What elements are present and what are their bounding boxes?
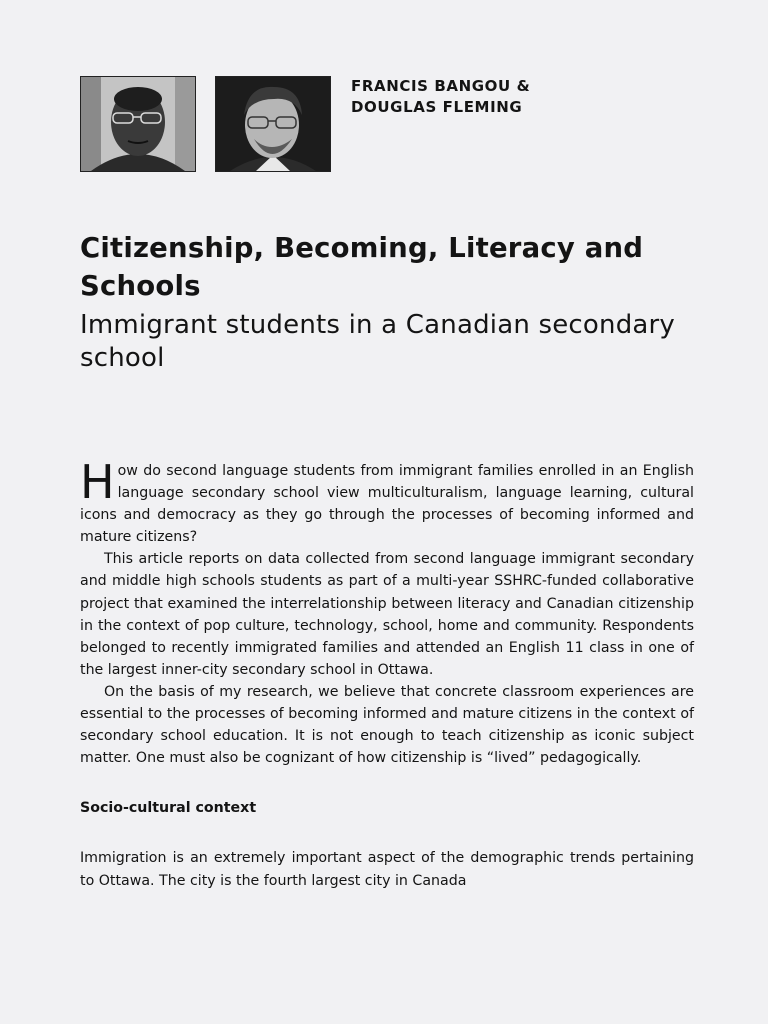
portrait-image <box>81 77 195 171</box>
article-title: Citizenship, Becoming, Literacy and Schools <box>80 232 644 302</box>
paragraph-2: This article reports on data collected from second language immigrant secondary and middle high schools students as part of a multi-year SSHRC-funded collaborative project that examined the interrelationship between literacy and Canadian citizenship in the context of pop culture, technology, school, home and community. Respondents belonged to recently immigrated families and attended an English 11 class in one of the largest inner-city secondary school in Ottawa. <box>80 551 694 678</box>
article-subtitle: Immigrant students in a Canadian secondary school <box>80 310 676 373</box>
paragraph-1-text: ow do second language students from immigrant families enrolled in an English language secondary school view multiculturalism, language learning, cultural icons and democracy as they go through the processes of becoming informed and mature citizens? <box>80 463 694 546</box>
paragraph-4: Immigration is an extremely important aspect of the demographic trends pertaining to Ottawa. The city is the fourth largest city in Canada <box>80 850 694 889</box>
author-photo-francis-bangou <box>80 76 196 172</box>
drop-cap: H <box>80 455 115 509</box>
author-photo-douglas-fleming <box>215 76 331 172</box>
paragraph-3: On the basis of my research, we believe that concrete classroom experiences are essential to the processes of becoming informed and mature citizens in the context of secondary school education. It is not enough to teach citizenship as iconic subject matter. One must also be cognizant of how citizenship is “lived” pedagogically. <box>80 683 694 767</box>
author-line-1: FRANCIS BANGOU & <box>351 77 531 95</box>
author-names <box>351 76 530 118</box>
author-line-2: DOUGLAS FLEMING <box>351 98 523 116</box>
article-body <box>80 455 694 892</box>
portrait-image <box>216 77 330 171</box>
paragraph-1 <box>80 455 694 548</box>
section-heading: Socio-cultural context <box>80 800 257 817</box>
